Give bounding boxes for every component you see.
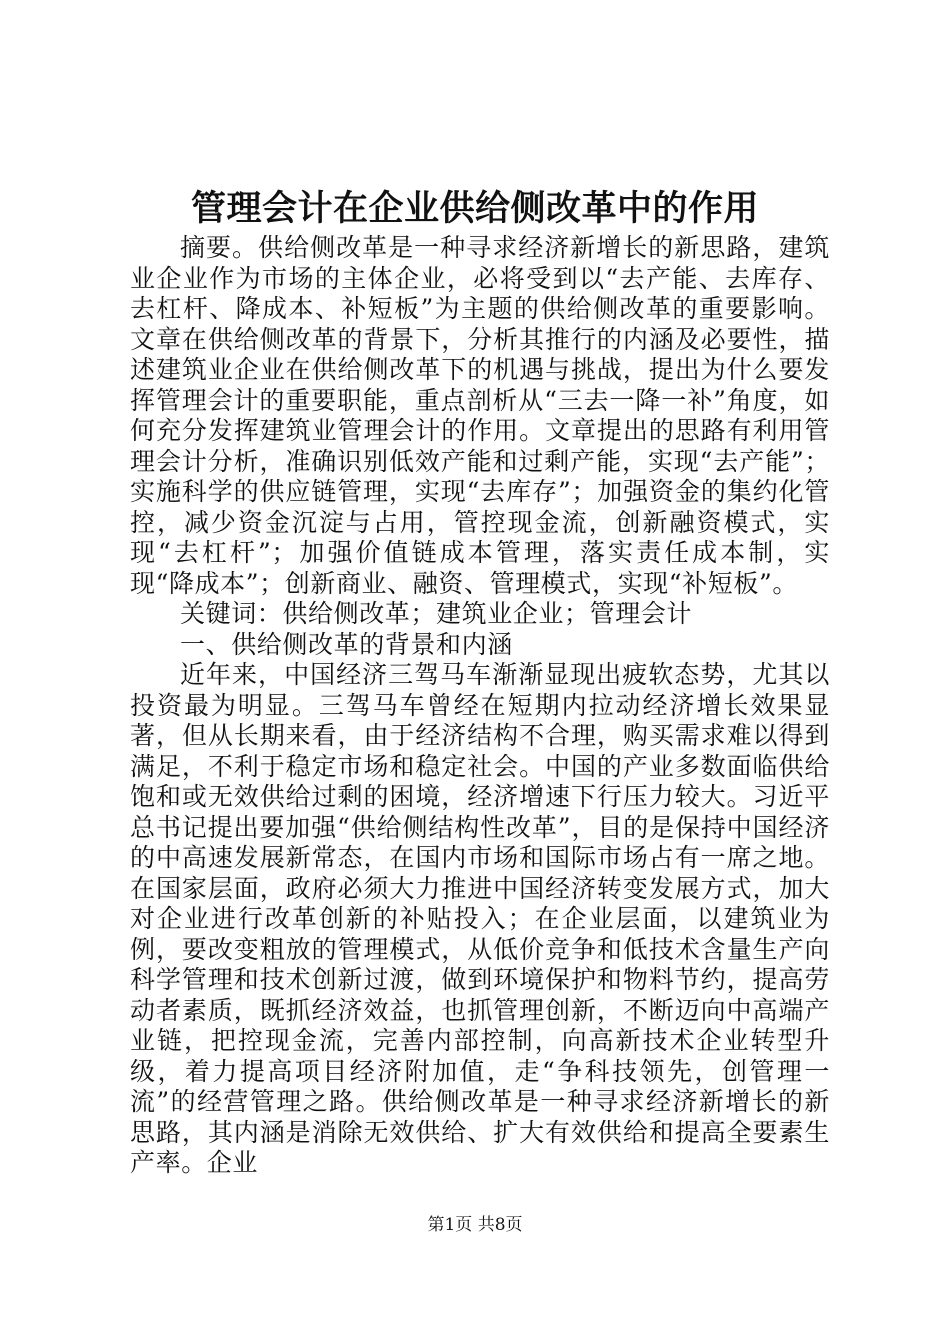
document-body [130, 233, 830, 1179]
section-heading: 一、供给侧改革的背景和内涵 [180, 629, 513, 659]
page-footer: 第1页 共8页 [427, 1215, 523, 1235]
abstract-paragraph: 摘要。供给侧改革是一种寻求经济新增长的新思路，建筑业企业作为市场的主体企业，必将受到以“去产能、去库存、去杠杆、降成本、补短板”为主题的供给侧改革的重要影响。文章在供给侧改革的背景下，分析其推行的内涵及必要性，描述建筑业企业在供给侧改革下的机遇与挑战，提出为什么要发挥管理会计的重要职能，重点剖析从“三去一降一补”角度，如何充分发挥建筑业管理会计的作用。文章提出的思路有利用管理会计分析，准确识别低效产能和过剩产能，实现“去产能”；实施科学的供应链管理，实现“去库存”；加强资金的集约化管控，减少资金沉淀与占用，管控现金流，创新融资模式，实现“去杠杆”；加强价值链成本管理，落实责任成本制，实现“降成本”；创新商业、融资、管理模式，实现“补短板”。 [130, 233, 830, 598]
body-paragraph: 近年来，中国经济三驾马车渐渐显现出疲软态势，尤其以投资最为明显。三驾马车曾经在短期内拉动经济增长效果显著，但从长期来看，由于经济结构不合理，购买需求难以得到满足，不利于稳定市场和稳定社会。中国的产业多数面临供给饱和或无效供给过剩的困境，经济增速下行压力较大。习近平总书记提出要加强“供给侧结构性改革”，目的是保持中国经济的中高速发展新常态，在国内市场和国际市场占有一席之地。在国家层面，政府必须大力推进中国经济转变发展方式，加大对企业进行改革创新的补贴投入；在企业层面，以建筑业为例，要改变粗放的管理模式，从低价竞争和低技术含量生产向科学管理和技术创新过渡，做到环境保护和物料节约，提高劳动者素质，既抓经济效益，也抓管理创新，不断迈向中高端产业链，把控现金流，完善内部控制，向高新技术企业转型升级，着力提高项目经济附加值，走“争科技领先，创管理一流”的经营管理之路。供给侧改革是一种寻求经济新增长的新思路，其内涵是消除无效供给、扩大有效供给和提高全要素生产率。企业 [130, 660, 830, 1177]
document-title: 管理会计在企业供给侧改革中的作用 [190, 188, 759, 229]
keywords-paragraph: 关键词：供给侧改革；建筑业企业；管理会计 [180, 599, 693, 628]
